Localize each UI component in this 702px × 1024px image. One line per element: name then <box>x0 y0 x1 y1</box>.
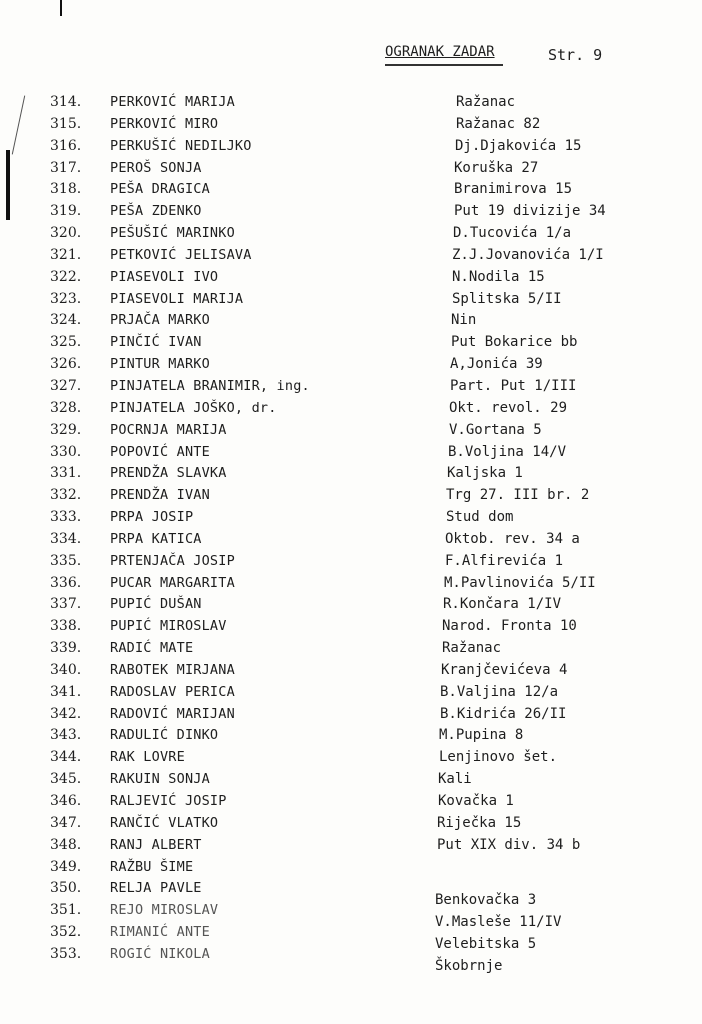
entry-address: Kranjčevićeva 4 <box>441 661 568 678</box>
entry-name: PINJATELA JOŠKO, dr. <box>110 399 277 416</box>
list-item <box>0 771 702 793</box>
entry-number: 341. <box>50 683 82 700</box>
entry-number: 349. <box>50 858 82 875</box>
entry-address: Part. Put 1/III <box>450 377 577 394</box>
entry-name: RANČIĆ VLATKO <box>110 814 219 831</box>
entry-name: PIASEVOLI MARIJA <box>110 290 244 307</box>
entry-address: Škobrnje <box>435 957 503 974</box>
entry-address: M.Pavlinovića 5/II <box>444 574 596 591</box>
entry-number: 316. <box>50 137 82 154</box>
entry-address: Branimirova 15 <box>454 181 573 198</box>
entry-name: PEŠA ZDENKO <box>110 203 202 220</box>
entry-name: PERKOVIĆ MIRO <box>110 115 219 132</box>
list-item <box>0 94 702 116</box>
entry-address: Nin <box>451 312 477 329</box>
list-item <box>0 356 702 378</box>
entry-number: 328. <box>50 399 82 416</box>
entry-number: 332. <box>50 487 82 504</box>
entry-number: 322. <box>50 268 82 285</box>
entry-name: PUCAR MARGARITA <box>110 574 235 591</box>
entry-number: 335. <box>50 552 82 569</box>
entry-number: 315. <box>50 115 82 132</box>
entry-name: PINTUR MARKO <box>110 356 210 373</box>
entry-name: RAK LOVRE <box>110 749 185 766</box>
entry-address: Ražanac 82 <box>456 115 541 132</box>
list-item <box>0 749 702 771</box>
list-item <box>0 727 702 749</box>
entry-name: RAŽBU ŠIME <box>110 858 194 875</box>
entry-name: PEROŠ SONJA <box>110 159 202 176</box>
entry-number: 338. <box>50 618 82 635</box>
list-item <box>0 880 702 909</box>
list-item <box>0 575 702 597</box>
list-item <box>0 662 702 684</box>
entry-address: Velebitska 5 <box>435 936 537 953</box>
entry-address: Put XIX div. 34 b <box>437 836 581 853</box>
entry-number: 345. <box>50 771 82 788</box>
entry-address: Oktob. rev. 34 a <box>445 530 580 547</box>
entry-address: V.Gortana 5 <box>449 421 542 438</box>
list-item <box>0 203 702 225</box>
entry-name: PETKOVIĆ JELISAVA <box>110 246 252 263</box>
list-item <box>0 247 702 269</box>
entry-name: RADOSLAV PERICA <box>110 683 235 700</box>
list-item <box>0 444 702 466</box>
entry-name: REJO MIROSLAV <box>110 902 219 919</box>
entry-number: 336. <box>50 574 82 591</box>
entry-address: Stud dom <box>446 509 514 526</box>
list-item <box>0 160 702 182</box>
entry-name: RADIĆ MATE <box>110 640 194 657</box>
list-item <box>0 487 702 509</box>
entry-address: B.Kidrića 26/II <box>440 705 567 722</box>
list-item <box>0 225 702 247</box>
entry-number: 325. <box>50 334 82 351</box>
list-item <box>0 334 702 356</box>
list-item <box>0 596 702 618</box>
entry-address: Benkovačka 3 <box>435 892 537 909</box>
entry-address: Z.J.Jovanovića 1/I <box>452 246 604 263</box>
entry-address: Kovačka 1 <box>438 793 514 809</box>
entry-number: 342. <box>50 705 82 722</box>
entry-address: Lenjinovo šet. <box>439 749 558 766</box>
entry-address: Okt. revol. 29 <box>449 399 568 416</box>
entry-address: Splitska 5/II <box>452 290 562 307</box>
entry-number: 346. <box>50 793 82 809</box>
entry-name: PINČIĆ IVAN <box>110 334 202 351</box>
entry-name: RIMANIĆ ANTE <box>110 924 210 941</box>
entry-address: Kaljska 1 <box>447 465 523 482</box>
list-item <box>0 422 702 444</box>
entry-number: 314. <box>50 94 82 110</box>
organization-title: OGRANAK ZADAR <box>385 44 495 60</box>
entry-address: Riječka 15 <box>437 814 522 831</box>
list-item <box>0 793 702 815</box>
entry-number: 352. <box>50 924 82 941</box>
list-item <box>0 465 702 487</box>
entry-number: 329. <box>50 421 82 438</box>
entry-name: PRENDŽA IVAN <box>110 487 210 504</box>
entry-address: M.Pupina 8 <box>439 727 524 744</box>
list-item <box>0 859 702 881</box>
entry-name: RADULIĆ DINKO <box>110 727 219 744</box>
list-item <box>0 531 702 553</box>
entry-address: Put Bokarice bb <box>451 334 578 351</box>
entry-number: 326. <box>50 356 82 373</box>
entry-name: RABOTEK MIRJANA <box>110 661 235 678</box>
entry-number: 351. <box>50 902 82 919</box>
entry-name: RALJEVIĆ JOSIP <box>110 793 227 809</box>
list-item <box>0 706 702 728</box>
entry-address: B.Voljina 14/V <box>448 443 567 460</box>
entry-name: PRTENJAČA JOSIP <box>110 552 235 569</box>
entry-name: PRPA KATICA <box>110 530 202 547</box>
page-number: Str. 9 <box>548 46 603 64</box>
entry-number: 320. <box>50 225 82 242</box>
entry-address: Put 19 divizije 34 <box>454 203 606 220</box>
entry-name: PINJATELA BRANIMIR, ing. <box>110 377 310 394</box>
entry-address: D.Tucovića 1/a <box>453 225 572 242</box>
entry-address: A,Jonića 39 <box>450 356 543 373</box>
list-item <box>0 684 702 706</box>
page-header <box>385 44 603 64</box>
list-item <box>0 924 702 953</box>
entry-address: F.Alfirevića 1 <box>445 552 564 569</box>
list-item <box>0 400 702 422</box>
entry-name: RELJA PAVLE <box>110 880 202 897</box>
list-item <box>0 902 702 931</box>
list-item <box>0 116 702 138</box>
list-item <box>0 312 702 334</box>
entry-name: PUPIĆ MIROSLAV <box>110 618 227 635</box>
entry-name: PEŠA DRAGICA <box>110 181 210 198</box>
list-item <box>0 291 702 313</box>
entry-address: Narod. Fronta 10 <box>442 618 577 635</box>
entry-number: 324. <box>50 312 82 329</box>
entry-number: 350. <box>50 880 82 897</box>
entry-name: PRPA JOSIP <box>110 509 194 526</box>
entry-number: 333. <box>50 509 82 526</box>
member-list <box>0 94 702 974</box>
list-item <box>0 945 702 974</box>
entry-name: PIASEVOLI IVO <box>110 268 219 285</box>
entry-number: 331. <box>50 465 82 482</box>
entry-number: 334. <box>50 530 82 547</box>
entry-number: 348. <box>50 836 82 853</box>
entry-address: R.Končara 1/IV <box>443 596 562 613</box>
list-item <box>0 618 702 640</box>
entry-number: 340. <box>50 661 82 678</box>
entry-name: PERKUŠIĆ NEDILJKO <box>110 137 252 154</box>
entry-number: 321. <box>50 246 82 263</box>
entry-number: 318. <box>50 181 82 198</box>
entry-name: PERKOVIĆ MARIJA <box>110 94 235 110</box>
entry-address: B.Valjina 12/a <box>440 683 559 700</box>
list-item <box>0 837 702 859</box>
entry-number: 344. <box>50 749 82 766</box>
scan-edge-mark <box>60 0 62 16</box>
entry-name: POPOVIĆ ANTE <box>110 443 210 460</box>
entry-number: 343. <box>50 727 82 744</box>
list-item <box>0 640 702 662</box>
entry-address: N.Nodila 15 <box>452 268 545 285</box>
entry-name: ROGIĆ NIKOLA <box>110 945 210 962</box>
list-item <box>0 269 702 291</box>
entry-number: 317. <box>50 159 82 176</box>
entry-number: 339. <box>50 640 82 657</box>
entry-name: PUPIĆ DUŠAN <box>110 596 202 613</box>
entry-name: POCRNJA MARIJA <box>110 421 227 438</box>
entry-address: Kali <box>438 771 472 788</box>
entry-name: RADOVIĆ MARIJAN <box>110 705 235 722</box>
entry-name: RAKUIN SONJA <box>110 771 210 788</box>
entry-name: RANJ ALBERT <box>110 836 202 853</box>
entry-number: 327. <box>50 377 82 394</box>
entry-address: Ražanac <box>456 94 516 110</box>
entry-name: PRENDŽA SLAVKA <box>110 465 227 482</box>
entry-number: 337. <box>50 596 82 613</box>
list-item <box>0 553 702 575</box>
list-item <box>0 378 702 400</box>
list-item <box>0 509 702 531</box>
entry-number: 319. <box>50 203 82 220</box>
list-item <box>0 181 702 203</box>
entry-address: Koruška 27 <box>454 159 539 176</box>
entry-address: V.Masleše 11/IV <box>435 914 562 931</box>
entry-address: Trg 27. III br. 2 <box>446 487 590 504</box>
entry-address: Dj.Djakovića 15 <box>455 137 582 154</box>
entry-name: PEŠUŠIĆ MARINKO <box>110 225 235 242</box>
entry-number: 323. <box>50 290 82 307</box>
entry-number: 347. <box>50 814 82 831</box>
entry-number: 330. <box>50 443 82 460</box>
entry-address: Ražanac <box>442 640 502 657</box>
entry-number: 353. <box>50 945 82 962</box>
entry-name: PRJAČA MARKO <box>110 312 210 329</box>
list-item <box>0 815 702 837</box>
list-item <box>0 138 702 160</box>
